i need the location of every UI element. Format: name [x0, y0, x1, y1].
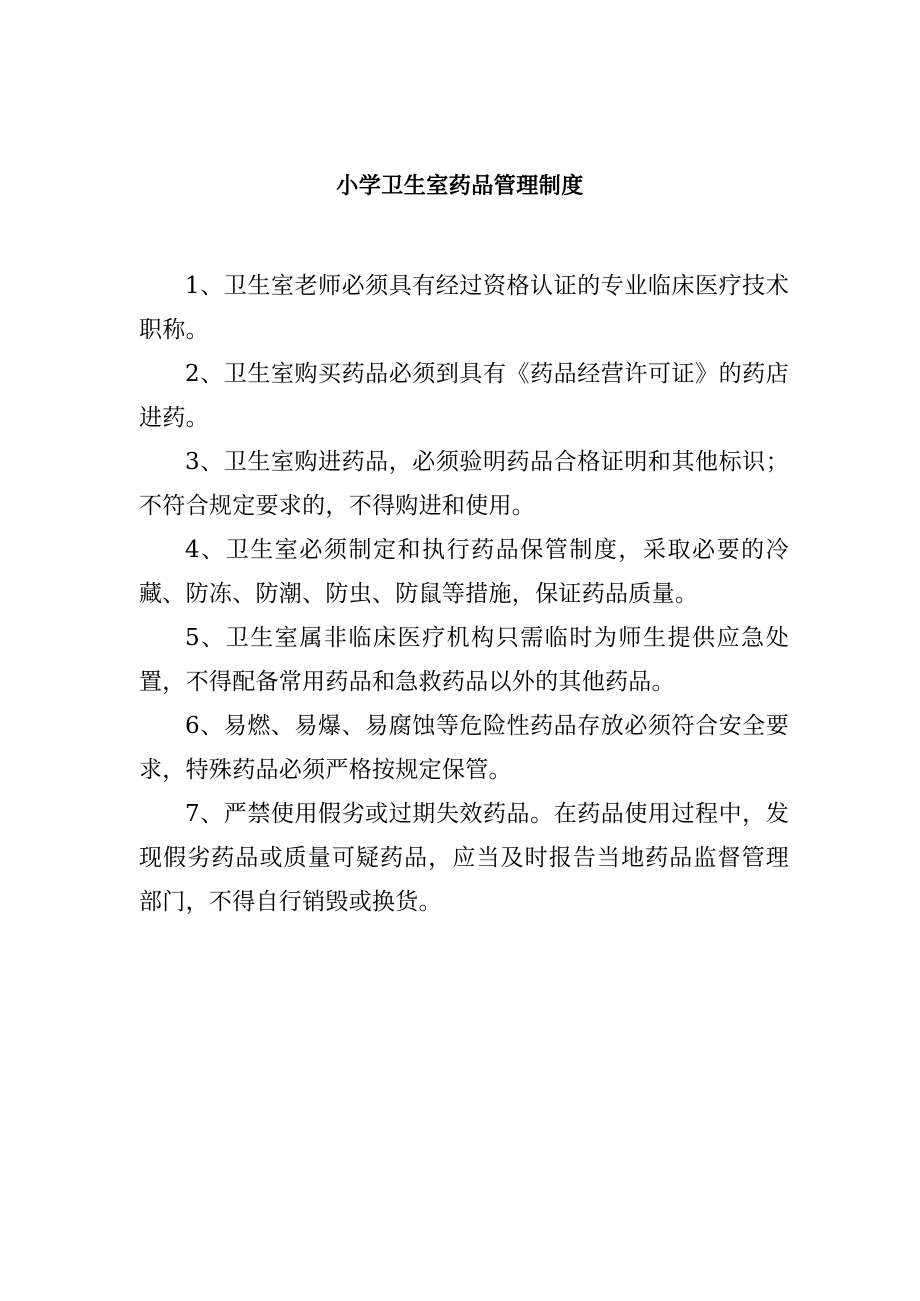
- paragraph-4: 4、卫生室必须制定和执行药品保管制度，采取必要的冷藏、防冻、防潮、防虫、防鼠等措施，保证药品质量。: [139, 537, 789, 607]
- paragraph-2: 2、卫生室购买药品必须到具有《药品经营许可证》的药店进药。: [139, 361, 789, 431]
- paragraph-7: 7、严禁使用假劣或过期失效药品。在药品使用过程中，发现假劣药品或质量可疑药品，应当及时报告当地药品监督管理部门，不得自行销毁或换货。: [139, 801, 789, 915]
- document-body: [139, 264, 789, 924]
- paragraph-3: 3、卫生室购进药品，必须验明药品合格证明和其他标识；不符合规定要求的，不得购进和使用。: [139, 449, 789, 519]
- paragraph-5: 5、卫生室属非临床医疗机构只需临时为师生提供应急处置，不得配备常用药品和急救药品以外的其他药品。: [139, 625, 789, 695]
- paragraph-1: 1、卫生室老师必须具有经过资格认证的专业临床医疗技术职称。: [139, 273, 789, 343]
- document-title: 小学卫生室药品管理制度: [336, 174, 584, 199]
- paragraph-6: 6、易燃、易爆、易腐蚀等危险性药品存放必须符合安全要求，特殊药品必须严格按规定保管。: [139, 713, 789, 783]
